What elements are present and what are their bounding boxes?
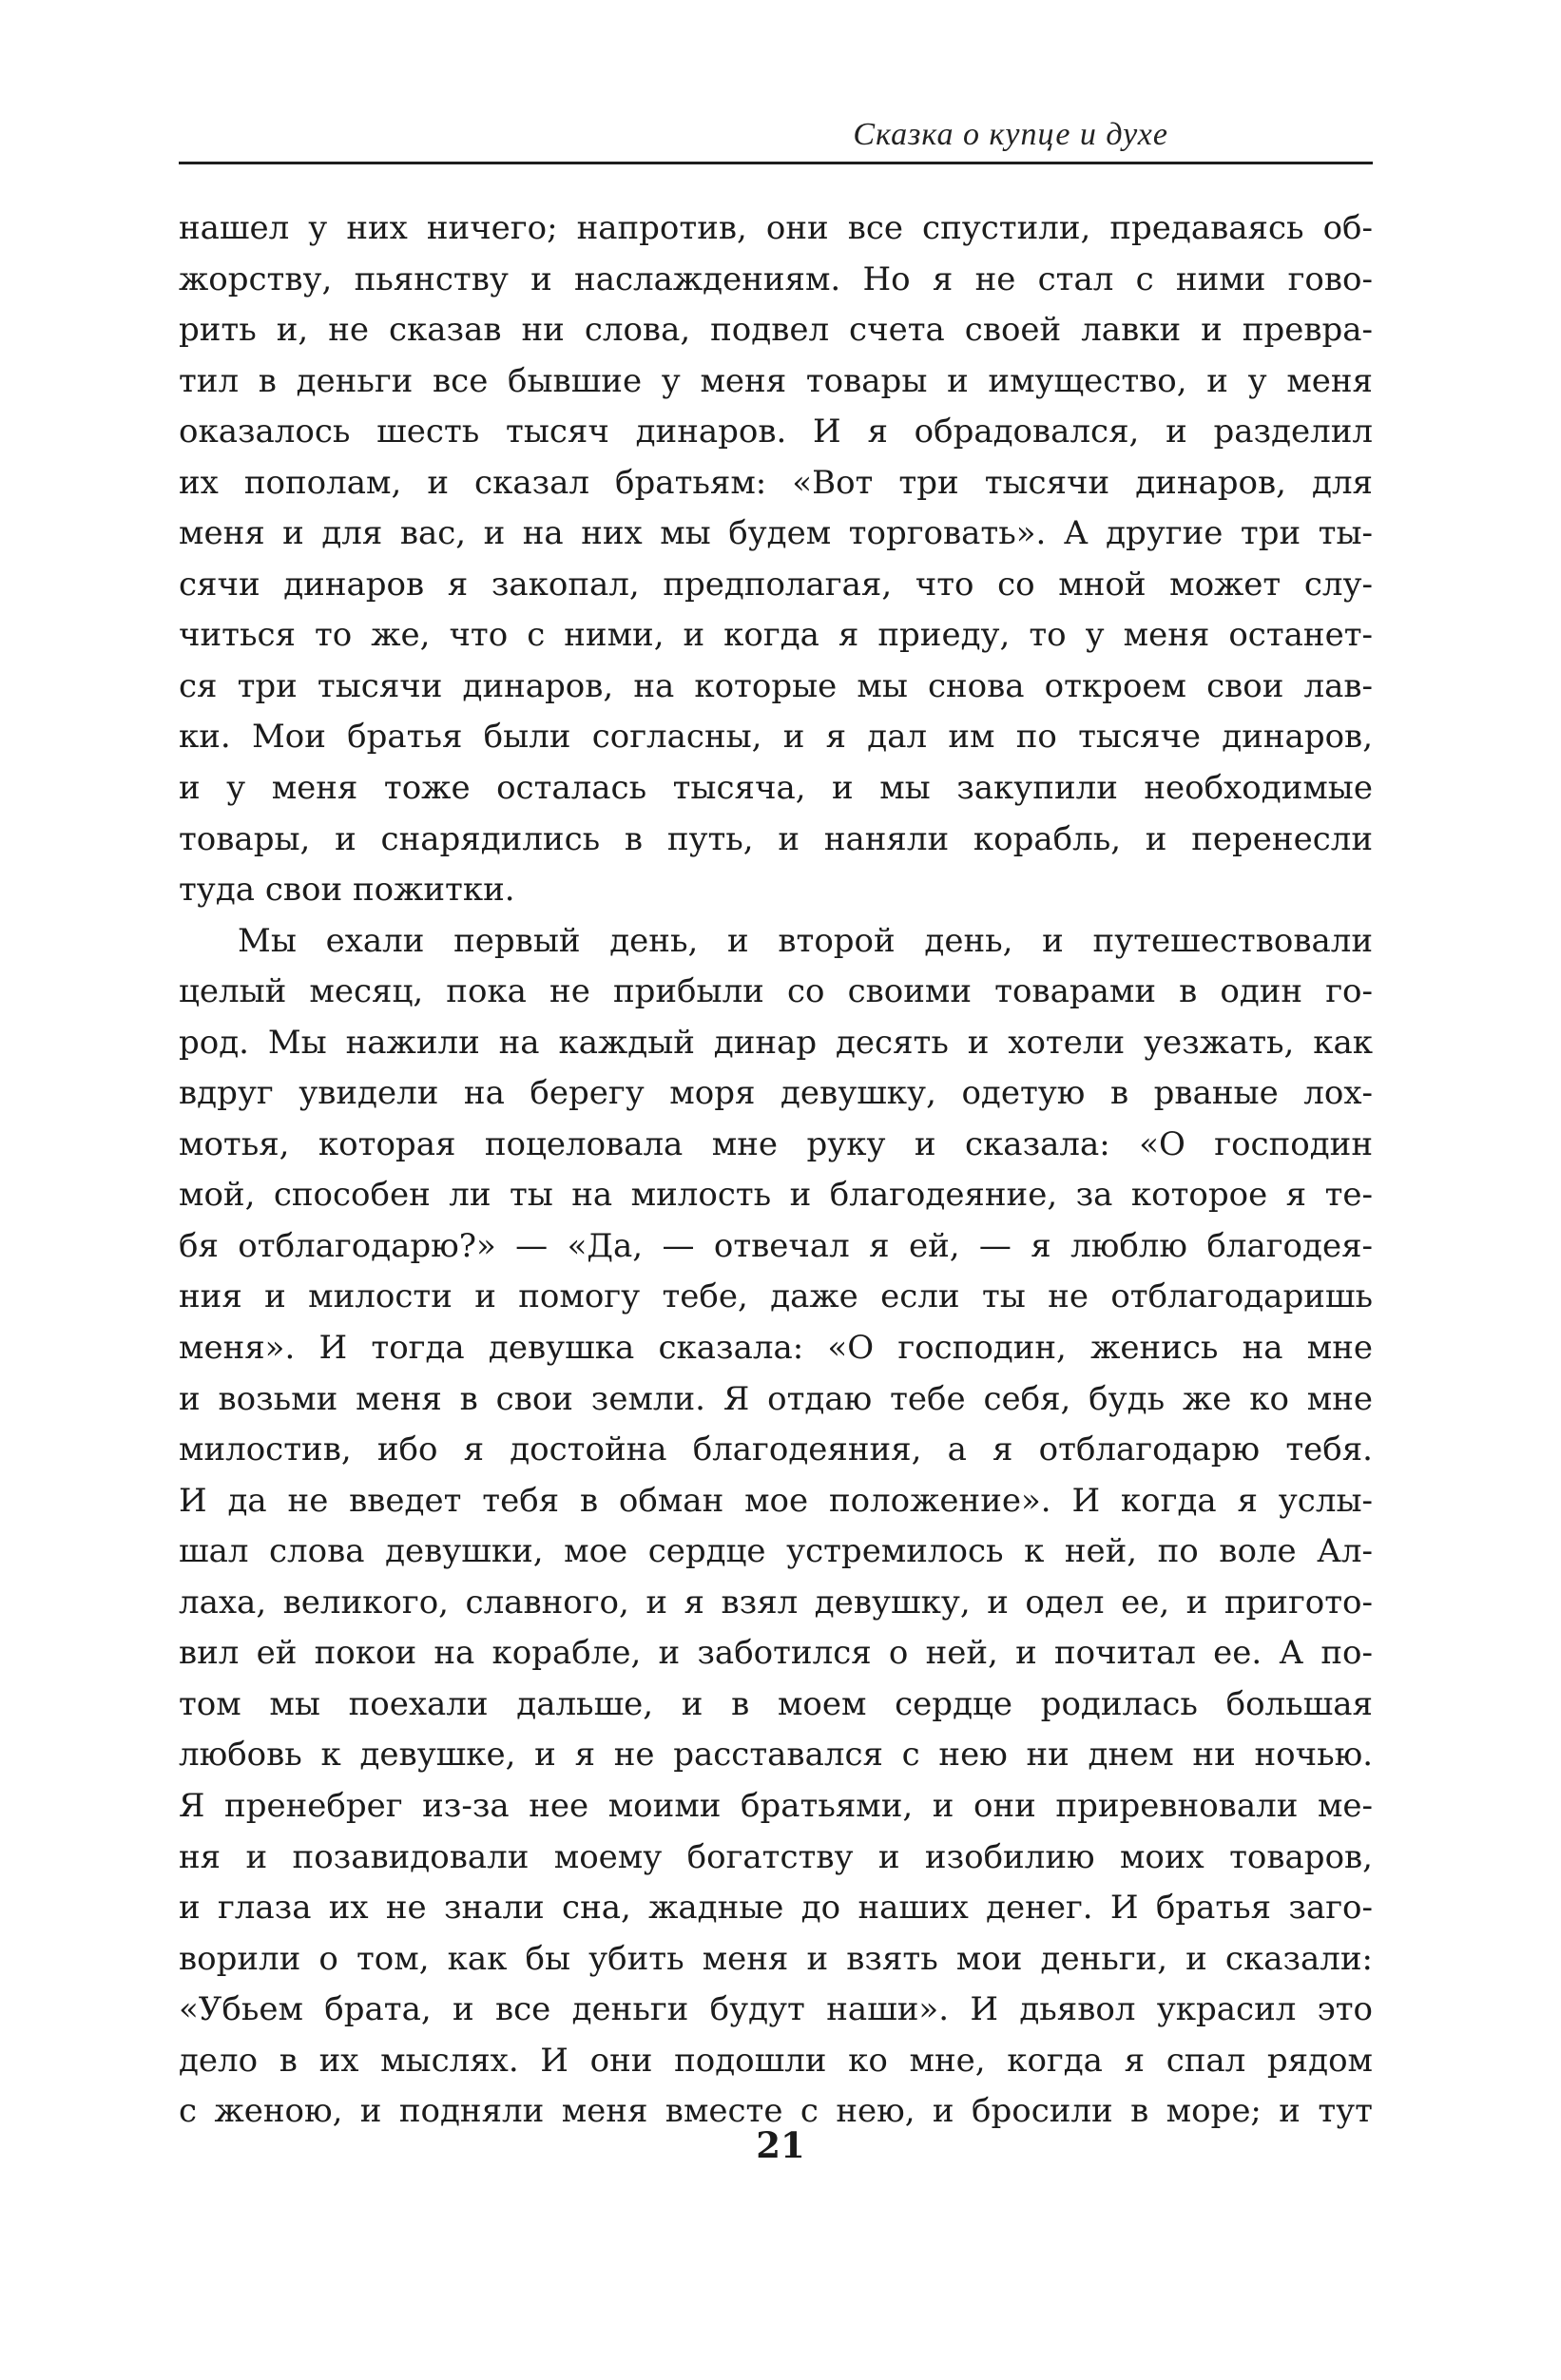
text-line: Я пренебрег из-за нее моими братьями, и они приревновали ме- [179,1786,1373,1825]
page-number: 21 [756,2124,805,2166]
paragraph-end-line: туда свои пожитки. [179,871,515,910]
running-head [179,112,1373,158]
running-title: Сказка о купце и духе [853,117,1168,152]
text-line: товары, и снарядились в путь, и наняли корабль, и перенесли [179,819,1373,858]
text-line: род. Мы нажили на каждый динар десять и хотели уезжать, как [179,1023,1373,1062]
text-line: и возьми меня в свои земли. Я отдаю тебе себя, будь же ко мне [179,1379,1373,1418]
text-line: жорству, пьянству и наслаждениям. Но я не стал с ними гово- [179,259,1373,298]
paragraph-start-line: Мы ехали первый день, и второй день, и путешествовали [238,921,1373,960]
text-line: дело в их мыслях. И они подошли ко мне, когда я спал рядом [179,2041,1373,2080]
text-line: милостив, ибо я достойна благодеяния, а я отблагодарю тебя. [179,1430,1373,1469]
text-line: ня и позавидовали моему богатству и изобилию моих товаров, [179,1837,1373,1876]
text-line: меня». И тогда девушка сказала: «О господин, женись на мне [179,1329,1373,1368]
text-line: тил в деньги все бывшие у меня товары и имущество, и у меня [179,361,1373,400]
text-line: нашел у них ничего; напротив, они все спустили, предаваясь об- [179,209,1373,247]
text-line: меня и для вас, и на них мы будем торговать». А другие три ты- [179,514,1373,553]
text-line: шал слова девушки, мое сердце устремилось к ней, по воле Ал- [179,1532,1373,1571]
body-text [179,203,1373,2138]
text-line: целый месяц, пока не прибыли со своими товарами в один го- [179,972,1373,1011]
text-line: вдруг увидели на берегу моря девушку, одетую в рваные лох- [179,1074,1373,1113]
text-line: том мы поехали дальше, и в моем сердце родилась большая [179,1684,1373,1723]
text-line: «Убьем брата, и все деньги будут наши». И дьявол украсил это [179,1990,1373,2029]
text-line: ворили о том, как бы убить меня и взять мои деньги, и сказали: [179,1939,1373,1978]
text-line: мотья, которая поцеловала мне руку и сказала: «О господин [179,1124,1373,1163]
text-line: бя отблагодарю?» — «Да, — отвечал я ей, — я люблю благодея- [179,1226,1373,1265]
text-line: и у меня тоже осталась тысяча, и мы закупили необходимые [179,769,1373,808]
text-line: любовь к девушке, и я не расставался с нею ни днем ни ночью. [179,1736,1373,1775]
text-line: мой, способен ли ты на милость и благодеяние, за которое я те- [179,1176,1373,1215]
text-line: И да не введет тебя в обман мое положение». И когда я услы- [179,1481,1373,1520]
text-line: рить и, не сказав ни слова, подвел счета своей лавки и превра- [179,311,1373,350]
text-line: вил ей покои на корабле, и заботился о ней, и почитал ее. А по- [179,1634,1373,1673]
text-line: оказалось шесть тысяч динаров. И я обрадовался, и разделил [179,413,1373,451]
text-line: ки. Мои братья были согласны, и я дал им по тысяче динаров, [179,718,1373,757]
text-line: лаха, великого, славного, и я взял девушку, и одел ее, и пригото- [179,1583,1373,1622]
text-line: ся три тысячи динаров, на которые мы снова откроем свои лав- [179,666,1373,705]
text-line: ния и милости и помогу тебе, даже если ты не отблагодаришь [179,1277,1373,1316]
text-line: их пополам, и сказал братьям: «Вот три тысячи динаров, для [179,463,1373,502]
text-line: читься то же, что с ними, и когда я приеду, то у меня останет- [179,616,1373,655]
text-line: и глаза их не знали сна, жадные до наших денег. И братья заго- [179,1889,1373,1928]
text-line: с женою, и подняли меня вместе с нею, и бросили в море; и тут [179,2092,1373,2131]
header-rule [179,162,1373,164]
text-line: сячи динаров я закопал, предполагая, что со мной может слу- [179,565,1373,604]
